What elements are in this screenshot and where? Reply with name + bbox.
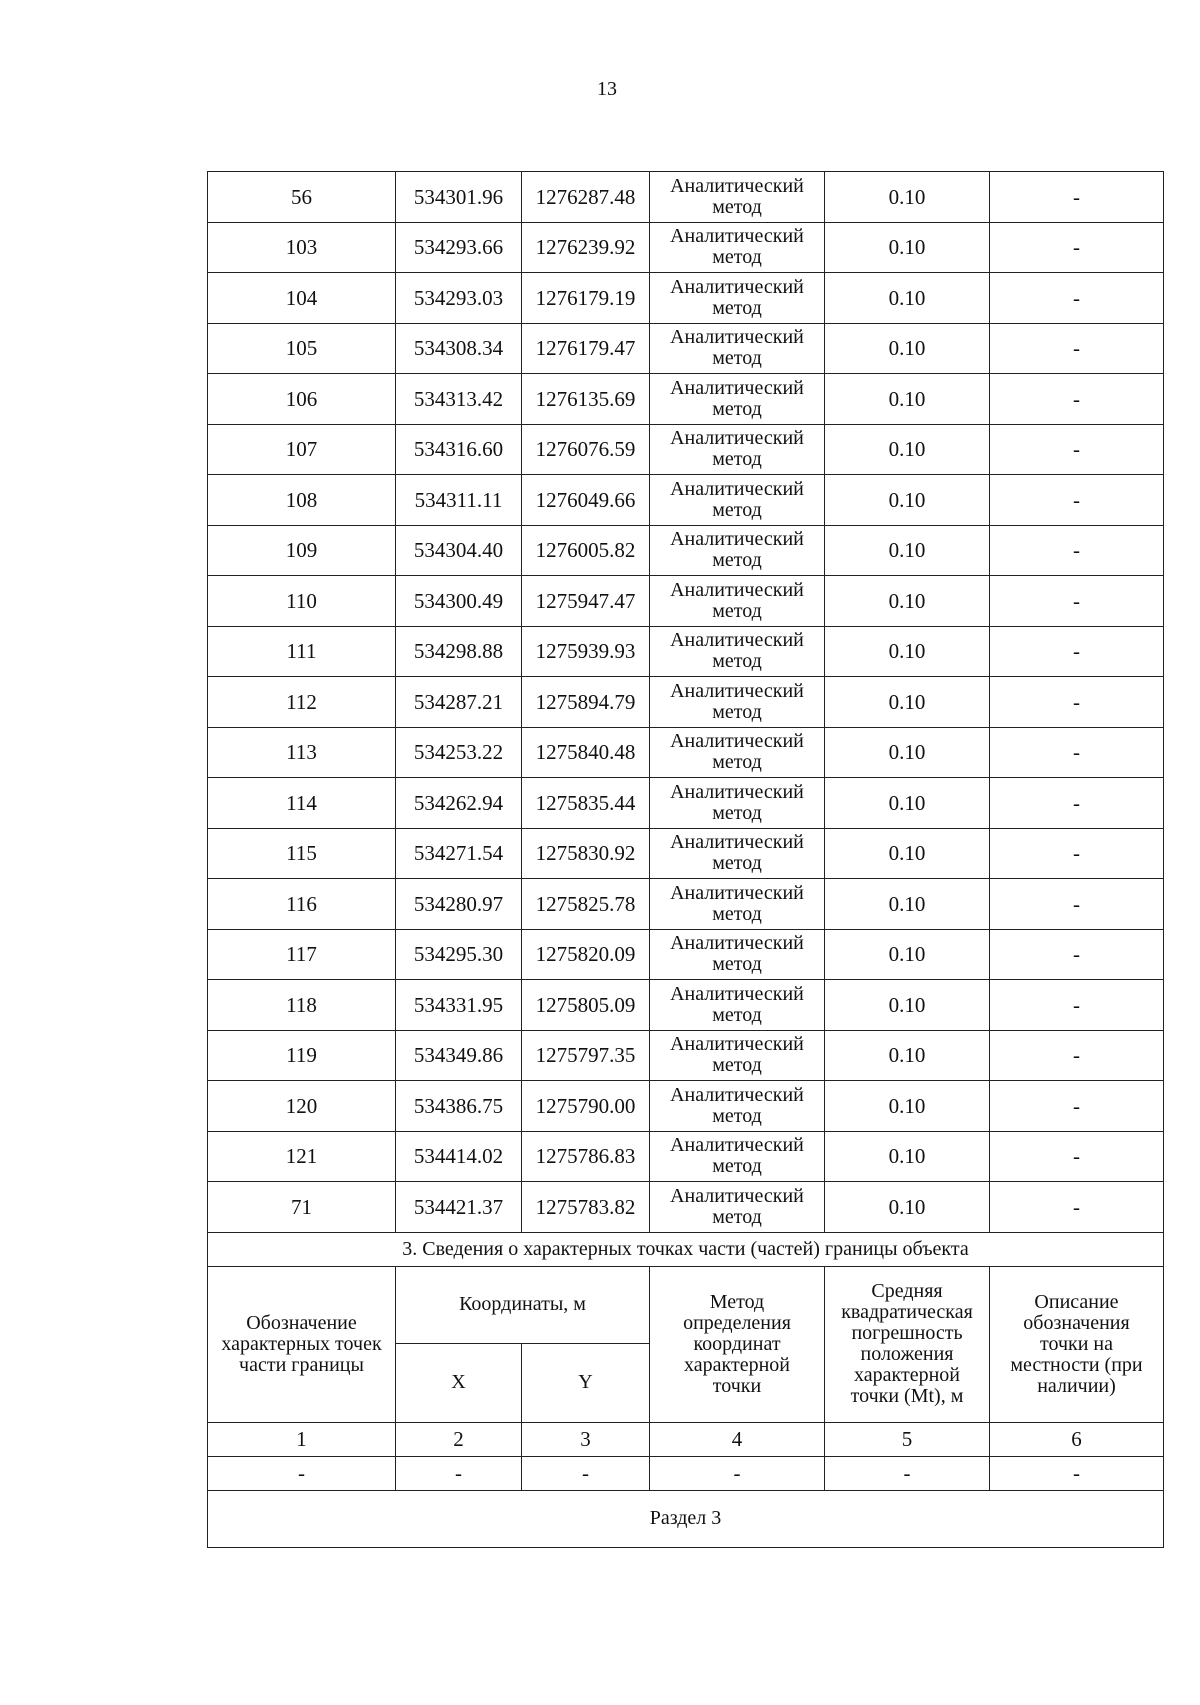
table-row (208, 323, 1164, 374)
header-coordinates: Координаты, м (396, 1266, 650, 1343)
point-description: - (990, 475, 1164, 526)
method-cell (650, 323, 825, 374)
method-text: Аналитический (670, 578, 804, 601)
coord-x: 534271.54 (396, 828, 522, 879)
mean-square-error: 0.10 (825, 1081, 990, 1132)
section-3 (208, 1232, 1164, 1547)
method-text: метод (712, 1155, 762, 1178)
method-cell (650, 222, 825, 273)
method-text: метод (712, 852, 762, 875)
header-point-designation: Обозначение характерных точек части границы (208, 1266, 396, 1422)
coord-x: 534301.96 (396, 172, 522, 223)
method-cell (650, 828, 825, 879)
method-cell (650, 424, 825, 475)
coord-x: 534308.34 (396, 323, 522, 374)
method-text: метод (712, 650, 762, 673)
coord-x: 534287.21 (396, 677, 522, 728)
method-cell (650, 727, 825, 778)
point-description: - (990, 1182, 1164, 1233)
table-row (208, 222, 1164, 273)
table-row (208, 525, 1164, 576)
empty-cell: - (208, 1456, 396, 1490)
table-row (208, 424, 1164, 475)
column-numbers-row (208, 1422, 1164, 1456)
method-text: метод (712, 195, 762, 218)
coord-y: 1276239.92 (522, 222, 650, 273)
coord-x: 534414.02 (396, 1131, 522, 1182)
coordinates-table (207, 171, 1164, 1548)
point-description: - (990, 1131, 1164, 1182)
mean-square-error: 0.10 (825, 1182, 990, 1233)
method-cell (650, 525, 825, 576)
point-description: - (990, 980, 1164, 1031)
method-cell (650, 1030, 825, 1081)
table-row (208, 576, 1164, 627)
empty-cell: - (396, 1456, 522, 1490)
column-number: 1 (208, 1422, 396, 1456)
coord-y: 1275786.83 (522, 1131, 650, 1182)
point-description: - (990, 374, 1164, 425)
method-text: метод (712, 801, 762, 824)
empty-cell: - (650, 1456, 825, 1490)
point-description: - (990, 424, 1164, 475)
table-row (208, 677, 1164, 728)
table-row (208, 828, 1164, 879)
coord-y: 1275790.00 (522, 1081, 650, 1132)
method-text: Аналитический (670, 174, 804, 197)
method-text: метод (712, 397, 762, 420)
coord-x: 534311.11 (396, 475, 522, 526)
coord-x: 534253.22 (396, 727, 522, 778)
method-text: метод (712, 1205, 762, 1228)
coord-y: 1275783.82 (522, 1182, 650, 1233)
point-id: 107 (208, 424, 396, 475)
method-cell (650, 475, 825, 526)
coord-y: 1275939.93 (522, 626, 650, 677)
mean-square-error: 0.10 (825, 727, 990, 778)
point-id: 116 (208, 879, 396, 930)
point-id: 108 (208, 475, 396, 526)
table-row (208, 1081, 1164, 1132)
coord-y: 1275840.48 (522, 727, 650, 778)
method-cell (650, 374, 825, 425)
point-id: 71 (208, 1182, 396, 1233)
coord-x: 534280.97 (396, 879, 522, 930)
method-text: Аналитический (670, 376, 804, 399)
coord-y: 1275835.44 (522, 778, 650, 829)
method-text: метод (712, 902, 762, 925)
mean-square-error: 0.10 (825, 677, 990, 728)
table-row (208, 1131, 1164, 1182)
column-number: 5 (825, 1422, 990, 1456)
method-text: Аналитический (670, 326, 804, 349)
empty-cell: - (990, 1456, 1164, 1490)
table-row (208, 273, 1164, 324)
point-description: - (990, 172, 1164, 223)
method-text: метод (712, 498, 762, 521)
method-text: Аналитический (670, 528, 804, 551)
method-cell (650, 172, 825, 223)
method-text: Аналитический (670, 982, 804, 1005)
coord-y: 1275894.79 (522, 677, 650, 728)
coord-y: 1275825.78 (522, 879, 650, 930)
coord-y: 1276076.59 (522, 424, 650, 475)
point-id: 117 (208, 929, 396, 980)
coord-y: 1276179.19 (522, 273, 650, 324)
section-footer-title: Раздел 3 (208, 1490, 1164, 1547)
method-text: Аналитический (670, 1083, 804, 1106)
method-text: Аналитический (670, 932, 804, 955)
mean-square-error: 0.10 (825, 576, 990, 627)
coord-x: 534316.60 (396, 424, 522, 475)
point-description: - (990, 222, 1164, 273)
header-mean-square-error: Средняя квадратическая погрешность положения характерной точки (Mt), м (825, 1266, 990, 1422)
header-y: Y (522, 1343, 650, 1422)
table-row (208, 374, 1164, 425)
point-id: 110 (208, 576, 396, 627)
coord-x: 534293.03 (396, 273, 522, 324)
method-text: метод (712, 549, 762, 572)
point-description: - (990, 273, 1164, 324)
table-row (208, 626, 1164, 677)
table-row (208, 929, 1164, 980)
point-description: - (990, 828, 1164, 879)
point-description: - (990, 1081, 1164, 1132)
mean-square-error: 0.10 (825, 222, 990, 273)
method-text: Аналитический (670, 1184, 804, 1207)
point-id: 111 (208, 626, 396, 677)
coord-x: 534304.40 (396, 525, 522, 576)
method-text: метод (712, 1054, 762, 1077)
method-text: метод (712, 347, 762, 370)
header-x: X (396, 1343, 522, 1422)
empty-cell: - (825, 1456, 990, 1490)
point-id: 121 (208, 1131, 396, 1182)
table-row (208, 475, 1164, 526)
coord-x: 534349.86 (396, 1030, 522, 1081)
coord-y: 1276049.66 (522, 475, 650, 526)
method-text: Аналитический (670, 427, 804, 450)
method-text: метод (712, 700, 762, 723)
section-3-title: 3. Сведения о характерных точках части (частей) границы объекта (208, 1232, 1164, 1266)
table-row (208, 172, 1164, 223)
mean-square-error: 0.10 (825, 1131, 990, 1182)
method-text: метод (712, 296, 762, 319)
point-description: - (990, 677, 1164, 728)
table-row (208, 1030, 1164, 1081)
point-description: - (990, 323, 1164, 374)
method-text: Аналитический (670, 275, 804, 298)
method-text: Аналитический (670, 1033, 804, 1056)
point-description: - (990, 626, 1164, 677)
coord-x: 534293.66 (396, 222, 522, 273)
mean-square-error: 0.10 (825, 424, 990, 475)
point-description: - (990, 879, 1164, 930)
mean-square-error: 0.10 (825, 525, 990, 576)
coord-x: 534421.37 (396, 1182, 522, 1233)
point-description: - (990, 778, 1164, 829)
method-cell (650, 273, 825, 324)
point-description: - (990, 929, 1164, 980)
point-description: - (990, 1030, 1164, 1081)
point-id: 56 (208, 172, 396, 223)
empty-cell: - (522, 1456, 650, 1490)
coord-y: 1276287.48 (522, 172, 650, 223)
table-row (208, 727, 1164, 778)
mean-square-error: 0.10 (825, 475, 990, 526)
coord-y: 1275947.47 (522, 576, 650, 627)
method-text: метод (712, 751, 762, 774)
method-cell (650, 778, 825, 829)
column-number: 6 (990, 1422, 1164, 1456)
method-cell (650, 1182, 825, 1233)
point-id: 105 (208, 323, 396, 374)
coord-y: 1275820.09 (522, 929, 650, 980)
table-row (208, 980, 1164, 1031)
table-row (208, 1182, 1164, 1233)
method-text: метод (712, 246, 762, 269)
point-id: 118 (208, 980, 396, 1031)
point-description: - (990, 525, 1164, 576)
method-text: Аналитический (670, 831, 804, 854)
method-text: Аналитический (670, 1134, 804, 1157)
mean-square-error: 0.10 (825, 374, 990, 425)
mean-square-error: 0.10 (825, 929, 990, 980)
method-cell (650, 626, 825, 677)
coord-y: 1275797.35 (522, 1030, 650, 1081)
coord-x: 534298.88 (396, 626, 522, 677)
mean-square-error: 0.10 (825, 172, 990, 223)
point-id: 115 (208, 828, 396, 879)
coord-x: 534386.75 (396, 1081, 522, 1132)
method-text: метод (712, 1104, 762, 1127)
method-text: метод (712, 599, 762, 622)
point-id: 114 (208, 778, 396, 829)
empty-section-row (208, 1456, 1164, 1490)
coord-y: 1275830.92 (522, 828, 650, 879)
point-id: 113 (208, 727, 396, 778)
mean-square-error: 0.10 (825, 980, 990, 1031)
method-cell (650, 879, 825, 930)
page-number: 13 (597, 78, 617, 100)
coord-x: 534295.30 (396, 929, 522, 980)
method-cell (650, 677, 825, 728)
method-text: метод (712, 953, 762, 976)
coord-y: 1275805.09 (522, 980, 650, 1031)
coord-x: 534313.42 (396, 374, 522, 425)
method-cell (650, 980, 825, 1031)
coord-y: 1276005.82 (522, 525, 650, 576)
method-text: Аналитический (670, 225, 804, 248)
header-method: Метод определения координат характерной точки (650, 1266, 825, 1422)
method-text: метод (712, 1003, 762, 1026)
mean-square-error: 0.10 (825, 879, 990, 930)
coord-x: 534300.49 (396, 576, 522, 627)
point-id: 119 (208, 1030, 396, 1081)
point-id: 106 (208, 374, 396, 425)
mean-square-error: 0.10 (825, 273, 990, 324)
coord-y: 1276179.47 (522, 323, 650, 374)
boundary-points-rows (208, 172, 1164, 1233)
point-id: 120 (208, 1081, 396, 1132)
coord-x: 534331.95 (396, 980, 522, 1031)
method-cell (650, 929, 825, 980)
table-row (208, 778, 1164, 829)
point-description: - (990, 727, 1164, 778)
method-cell (650, 1081, 825, 1132)
point-description: - (990, 576, 1164, 627)
mean-square-error: 0.10 (825, 626, 990, 677)
mean-square-error: 0.10 (825, 778, 990, 829)
method-text: Аналитический (670, 629, 804, 652)
point-id: 109 (208, 525, 396, 576)
method-cell (650, 576, 825, 627)
column-number: 3 (522, 1422, 650, 1456)
header-description: Описание обозначения точки на местности (при наличии) (990, 1266, 1164, 1422)
method-text: Аналитический (670, 477, 804, 500)
method-text: Аналитический (670, 780, 804, 803)
method-text: метод (712, 448, 762, 471)
mean-square-error: 0.10 (825, 323, 990, 374)
point-id: 112 (208, 677, 396, 728)
column-number: 4 (650, 1422, 825, 1456)
method-cell (650, 1131, 825, 1182)
point-id: 103 (208, 222, 396, 273)
coord-y: 1276135.69 (522, 374, 650, 425)
column-number: 2 (396, 1422, 522, 1456)
mean-square-error: 0.10 (825, 1030, 990, 1081)
table-row (208, 879, 1164, 930)
point-id: 104 (208, 273, 396, 324)
coord-x: 534262.94 (396, 778, 522, 829)
mean-square-error: 0.10 (825, 828, 990, 879)
method-text: Аналитический (670, 679, 804, 702)
method-text: Аналитический (670, 881, 804, 904)
method-text: Аналитический (670, 730, 804, 753)
